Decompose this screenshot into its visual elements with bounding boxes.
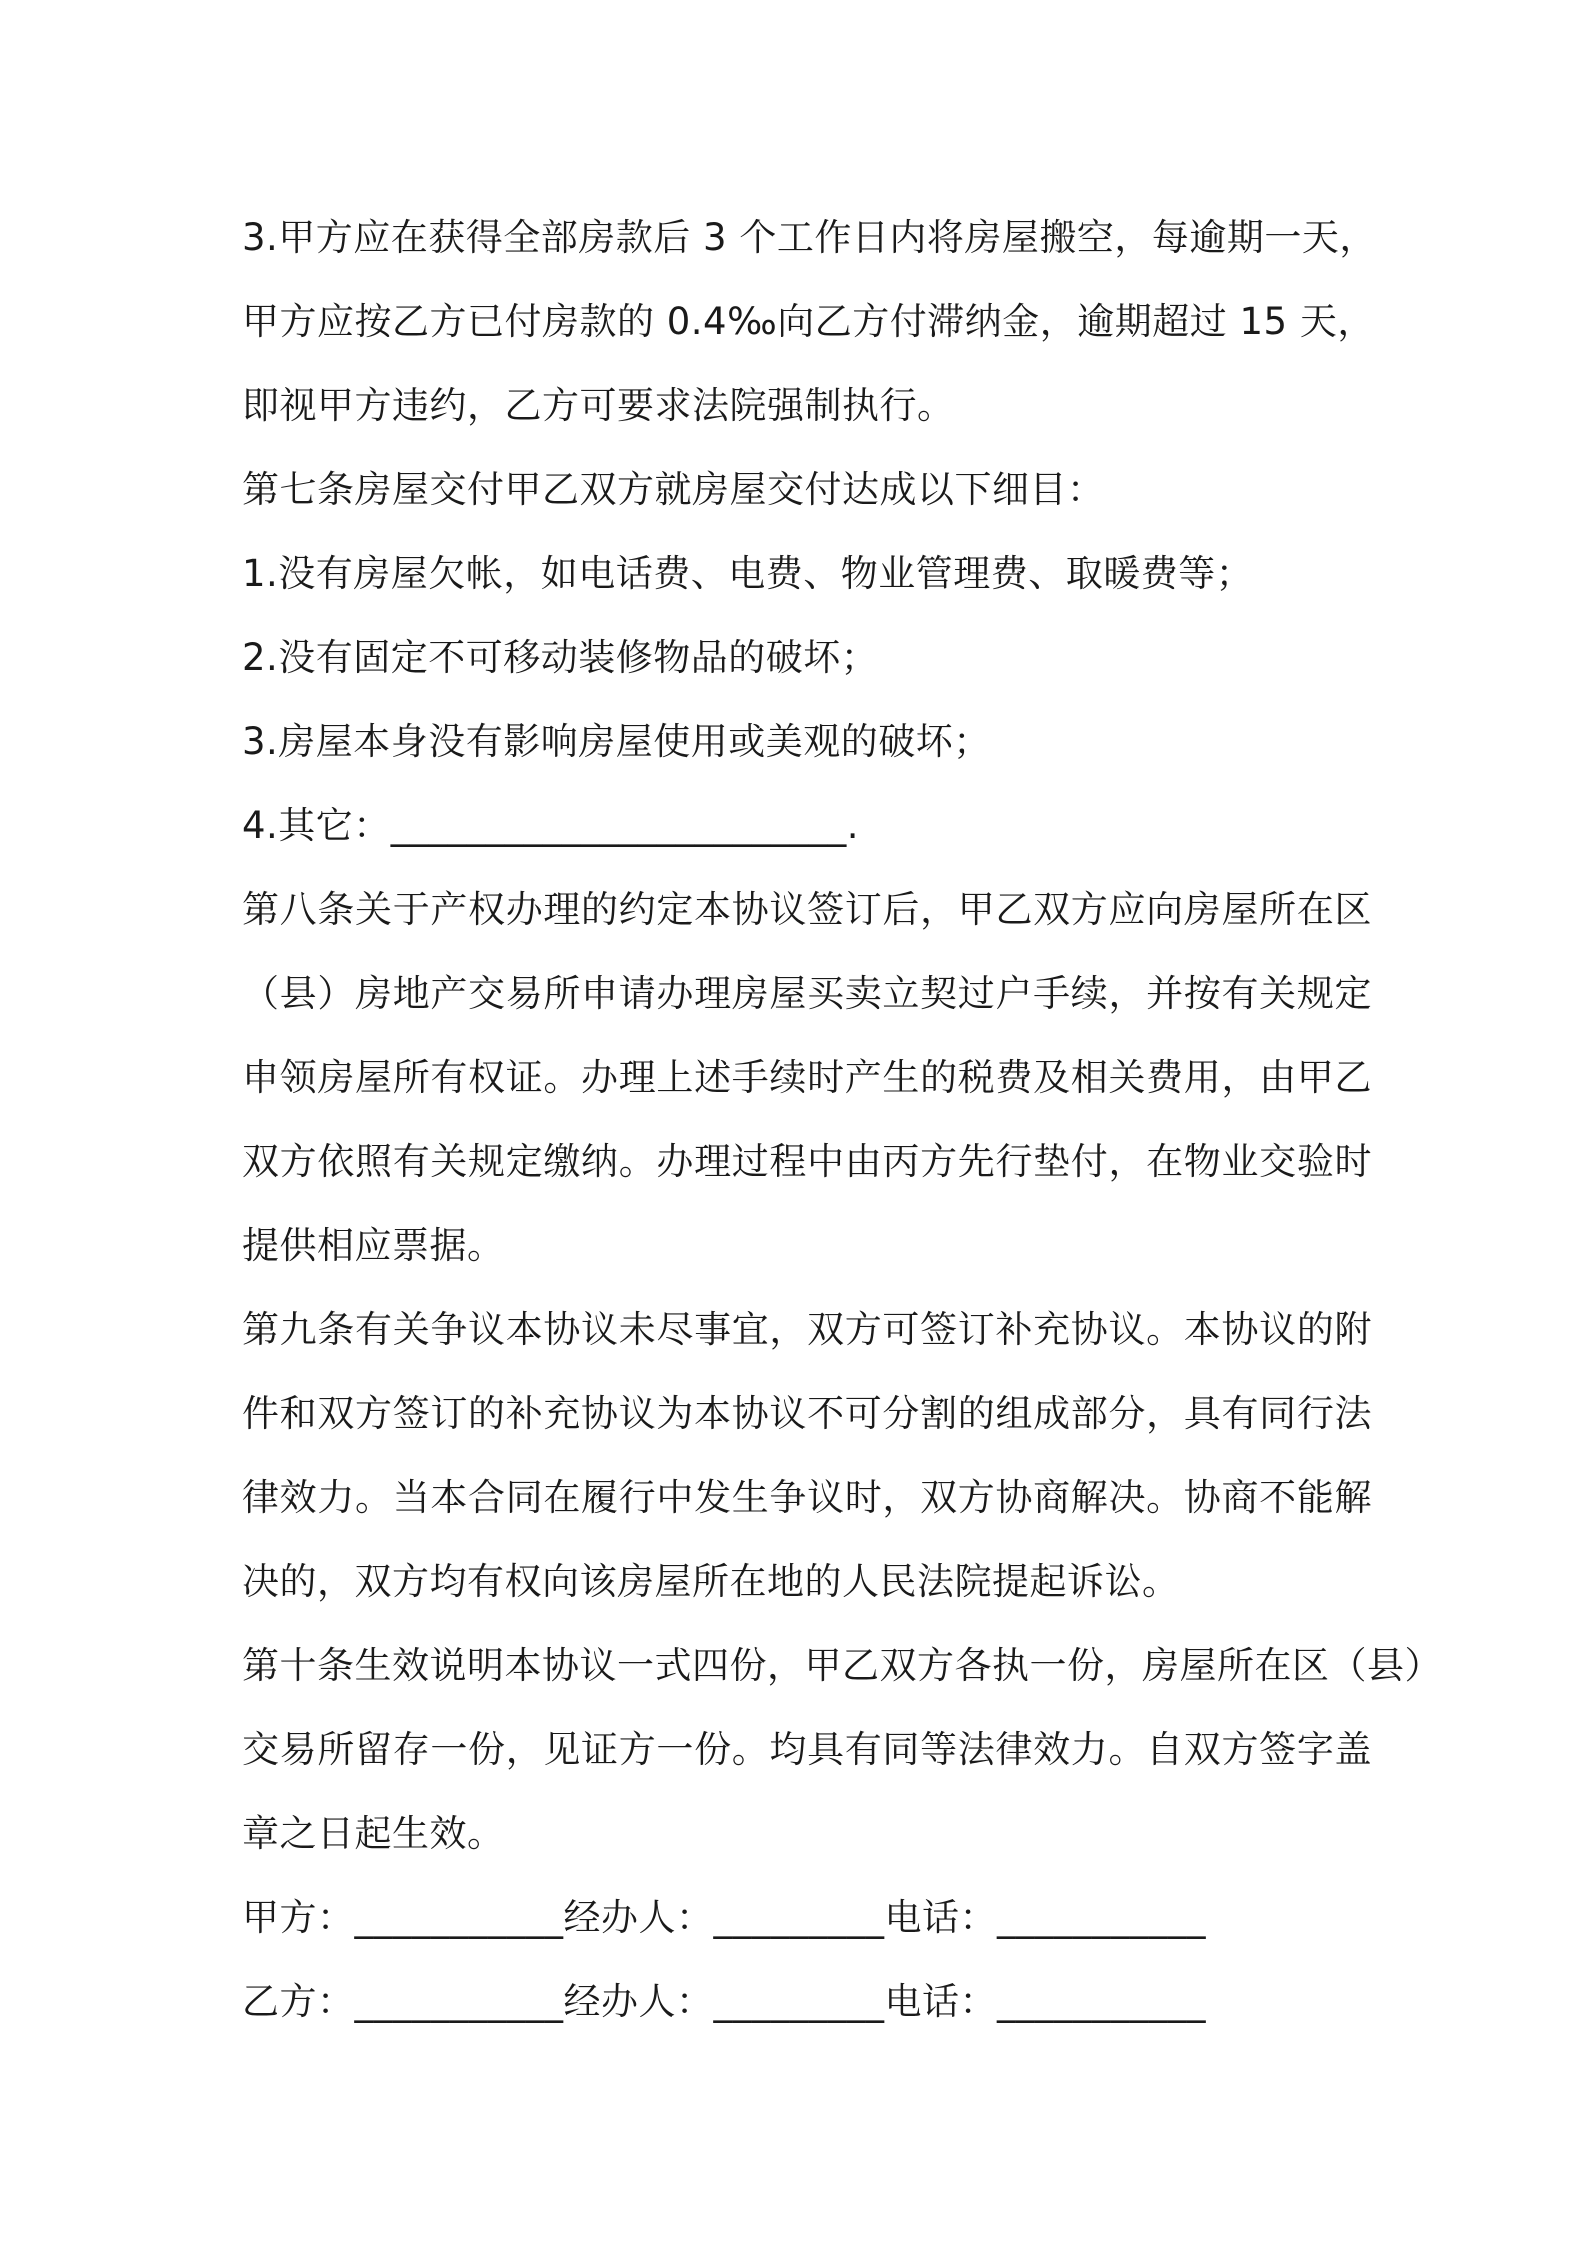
party-a-signature-line: 甲方：___________经办人：_________电话：___________ [242, 1896, 1206, 1939]
clause8-line2: （县）房地产交易所申请办理房屋买卖立契过户手续，并按有关规定 [242, 972, 1372, 1015]
clause10-line2: 交易所留存一份，见证方一份。均具有同等法律效力。自双方签字盖 [242, 1728, 1372, 1771]
clause7-item1: 1.没有房屋欠帐，如电话费、电费、物业管理费、取暖费等； [242, 552, 1254, 595]
party-b-signature-line: 乙方：___________经办人：_________电话：___________ [242, 1980, 1206, 2023]
clause9-line2: 件和双方签订的补充协议为本协议不可分割的组成部分，具有同行法 [242, 1392, 1372, 1435]
clause8-line5: 提供相应票据。 [242, 1224, 505, 1267]
clause6-item3-line1: 3.甲方应在获得全部房款后 3 个工作日内将房屋搬空，每逾期一天， [242, 216, 1377, 259]
clause9-line1: 第九条有关争议本协议未尽事宜，双方可签订补充协议。本协议的附 [242, 1308, 1372, 1351]
clause8-line4: 双方依照有关规定缴纳。办理过程中由丙方先行垫付，在物业交验时 [242, 1140, 1372, 1183]
clause7-item4: 4.其它：________________________. [242, 804, 860, 847]
clause9-line4: 决的，双方均有权向该房屋所在地的人民法院提起诉讼。 [242, 1560, 1180, 1603]
clause6-item3-line2: 甲方应按乙方已付房款的 0.4‰向乙方付滞纳金，逾期超过 15 天， [242, 300, 1375, 343]
clause6-item3-line3: 即视甲方违约，乙方可要求法院强制执行。 [242, 384, 955, 427]
document-body [242, 196, 1442, 2044]
clause8-line1: 第八条关于产权办理的约定本协议签订后，甲乙双方应向房屋所在区 [242, 888, 1372, 931]
clause7-item2: 2.没有固定不可移动装修物品的破坏； [242, 636, 879, 679]
clause8-line3: 申领房屋所有权证。办理上述手续时产生的税费及相关费用，由甲乙 [242, 1056, 1372, 1099]
clause7-item3: 3.房屋本身没有影响房屋使用或美观的破坏； [242, 720, 991, 763]
clause9-line3: 律效力。当本合同在履行中发生争议时，双方协商解决。协商不能解 [242, 1476, 1372, 1519]
clause10-line3: 章之日起生效。 [242, 1812, 505, 1855]
clause7-heading: 第七条房屋交付甲乙双方就房屋交付达成以下细目： [242, 468, 1105, 511]
clause10-line1: 第十条生效说明本协议一式四份，甲乙双方各执一份，房屋所在区（县） [242, 1644, 1442, 1687]
